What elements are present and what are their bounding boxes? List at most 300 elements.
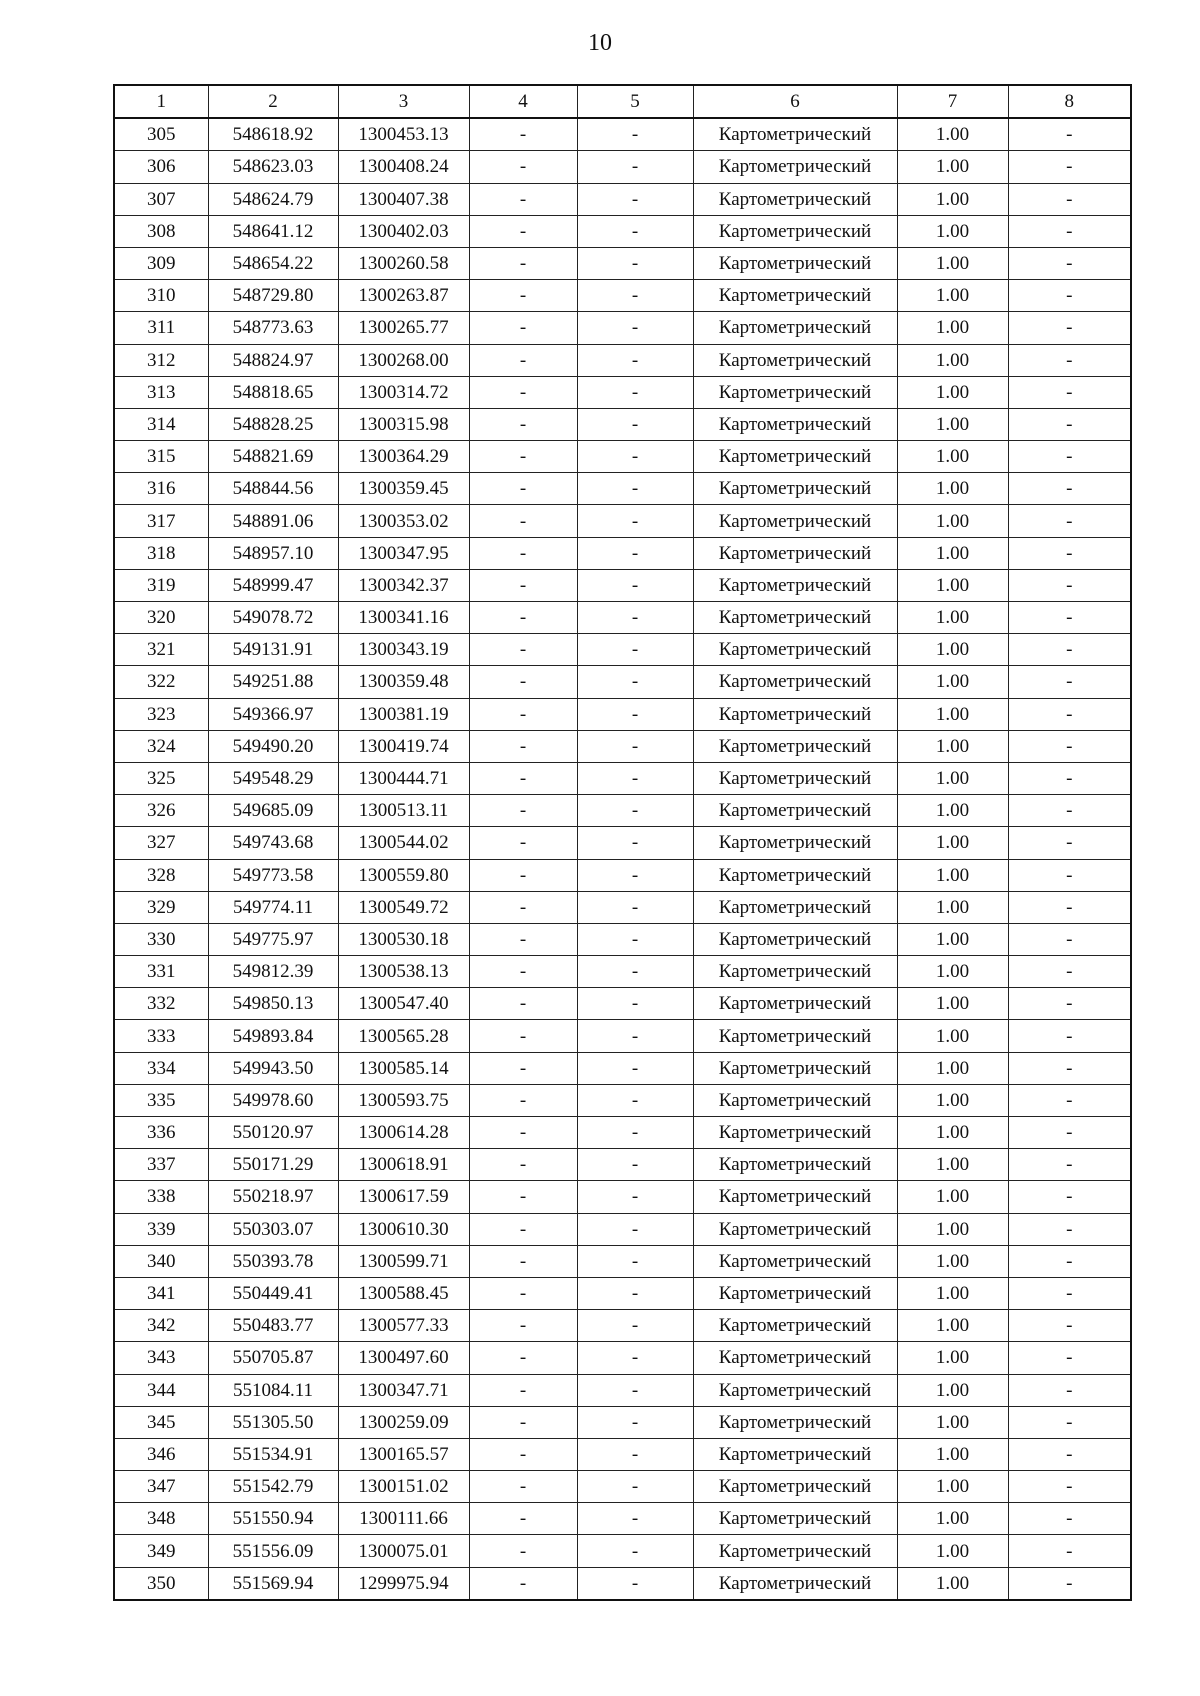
method-cell: Картометрический xyxy=(693,247,897,279)
x-coordinate-cell: 548957.10 xyxy=(208,537,338,569)
table-row xyxy=(114,762,1131,794)
y-coordinate-cell: 1300614.28 xyxy=(338,1117,469,1149)
table-row xyxy=(114,891,1131,923)
method-cell: Картометрический xyxy=(693,1277,897,1309)
x-coordinate-cell: 549490.20 xyxy=(208,730,338,762)
point-number-cell: 346 xyxy=(114,1438,208,1470)
table-row xyxy=(114,988,1131,1020)
column-4-cell: - xyxy=(469,1245,577,1277)
column-5-cell: - xyxy=(577,183,693,215)
table-row xyxy=(114,1471,1131,1503)
x-coordinate-cell: 549775.97 xyxy=(208,923,338,955)
method-cell: Картометрический xyxy=(693,441,897,473)
y-coordinate-cell: 1300268.00 xyxy=(338,344,469,376)
column-4-cell: - xyxy=(469,634,577,666)
accuracy-cell: 1.00 xyxy=(897,666,1008,698)
x-coordinate-cell: 549893.84 xyxy=(208,1020,338,1052)
table-row xyxy=(114,312,1131,344)
table-row xyxy=(114,1567,1131,1600)
accuracy-cell: 1.00 xyxy=(897,730,1008,762)
column-4-cell: - xyxy=(469,280,577,312)
point-number-cell: 343 xyxy=(114,1342,208,1374)
column-8-cell: - xyxy=(1008,1020,1131,1052)
accuracy-cell: 1.00 xyxy=(897,473,1008,505)
point-number-cell: 338 xyxy=(114,1181,208,1213)
accuracy-cell: 1.00 xyxy=(897,1213,1008,1245)
point-number-cell: 307 xyxy=(114,183,208,215)
accuracy-cell: 1.00 xyxy=(897,1535,1008,1567)
column-5-cell: - xyxy=(577,1117,693,1149)
point-number-cell: 328 xyxy=(114,859,208,891)
point-number-cell: 315 xyxy=(114,441,208,473)
method-cell: Картометрический xyxy=(693,151,897,183)
column-4-cell: - xyxy=(469,247,577,279)
column-8-cell: - xyxy=(1008,1342,1131,1374)
y-coordinate-cell: 1300610.30 xyxy=(338,1213,469,1245)
column-4-cell: - xyxy=(469,1052,577,1084)
method-cell: Картометрический xyxy=(693,1438,897,1470)
column-8-cell: - xyxy=(1008,1277,1131,1309)
x-coordinate-cell: 550393.78 xyxy=(208,1245,338,1277)
accuracy-cell: 1.00 xyxy=(897,762,1008,794)
x-coordinate-cell: 548844.56 xyxy=(208,473,338,505)
accuracy-cell: 1.00 xyxy=(897,118,1008,151)
table-row xyxy=(114,441,1131,473)
column-4-cell: - xyxy=(469,183,577,215)
column-4-cell: - xyxy=(469,1342,577,1374)
table-row xyxy=(114,923,1131,955)
column-4-cell: - xyxy=(469,408,577,440)
column-5-cell: - xyxy=(577,795,693,827)
table-row xyxy=(114,827,1131,859)
column-4-cell: - xyxy=(469,1406,577,1438)
column-8-cell: - xyxy=(1008,1181,1131,1213)
point-number-cell: 314 xyxy=(114,408,208,440)
column-8-cell: - xyxy=(1008,344,1131,376)
point-number-cell: 334 xyxy=(114,1052,208,1084)
point-number-cell: 313 xyxy=(114,376,208,408)
column-4-cell: - xyxy=(469,376,577,408)
x-coordinate-cell: 549773.58 xyxy=(208,859,338,891)
point-number-cell: 306 xyxy=(114,151,208,183)
column-8-cell: - xyxy=(1008,602,1131,634)
x-coordinate-cell: 549850.13 xyxy=(208,988,338,1020)
method-cell: Картометрический xyxy=(693,1020,897,1052)
column-5-cell: - xyxy=(577,376,693,408)
column-5-cell: - xyxy=(577,1471,693,1503)
x-coordinate-cell: 548828.25 xyxy=(208,408,338,440)
table-row xyxy=(114,1535,1131,1567)
accuracy-cell: 1.00 xyxy=(897,988,1008,1020)
column-4-cell: - xyxy=(469,473,577,505)
y-coordinate-cell: 1300617.59 xyxy=(338,1181,469,1213)
column-5-cell: - xyxy=(577,666,693,698)
accuracy-cell: 1.00 xyxy=(897,505,1008,537)
column-5-cell: - xyxy=(577,151,693,183)
column-8-cell: - xyxy=(1008,762,1131,794)
y-coordinate-cell: 1300381.19 xyxy=(338,698,469,730)
x-coordinate-cell: 549548.29 xyxy=(208,762,338,794)
table-row xyxy=(114,569,1131,601)
accuracy-cell: 1.00 xyxy=(897,344,1008,376)
column-4-cell: - xyxy=(469,730,577,762)
column-5-cell: - xyxy=(577,956,693,988)
column-5-cell: - xyxy=(577,1503,693,1535)
accuracy-cell: 1.00 xyxy=(897,569,1008,601)
accuracy-cell: 1.00 xyxy=(897,1181,1008,1213)
method-cell: Картометрический xyxy=(693,1181,897,1213)
column-4-cell: - xyxy=(469,151,577,183)
column-4-cell: - xyxy=(469,1084,577,1116)
accuracy-cell: 1.00 xyxy=(897,215,1008,247)
table-row xyxy=(114,473,1131,505)
column-5-cell: - xyxy=(577,344,693,376)
point-number-cell: 316 xyxy=(114,473,208,505)
column-4-cell: - xyxy=(469,1277,577,1309)
y-coordinate-cell: 1300453.13 xyxy=(338,118,469,151)
method-cell: Картометрический xyxy=(693,602,897,634)
column-4-cell: - xyxy=(469,505,577,537)
y-coordinate-cell: 1300618.91 xyxy=(338,1149,469,1181)
table-row xyxy=(114,1374,1131,1406)
y-coordinate-cell: 1300593.75 xyxy=(338,1084,469,1116)
accuracy-cell: 1.00 xyxy=(897,1438,1008,1470)
column-4-cell: - xyxy=(469,1438,577,1470)
accuracy-cell: 1.00 xyxy=(897,1020,1008,1052)
table-row xyxy=(114,602,1131,634)
column-5-cell: - xyxy=(577,698,693,730)
point-number-cell: 337 xyxy=(114,1149,208,1181)
x-coordinate-cell: 548641.12 xyxy=(208,215,338,247)
table-row xyxy=(114,1342,1131,1374)
column-5-cell: - xyxy=(577,1213,693,1245)
column-4-cell: - xyxy=(469,698,577,730)
x-coordinate-cell: 548773.63 xyxy=(208,312,338,344)
table-row xyxy=(114,408,1131,440)
y-coordinate-cell: 1300315.98 xyxy=(338,408,469,440)
column-5-cell: - xyxy=(577,441,693,473)
accuracy-cell: 1.00 xyxy=(897,1245,1008,1277)
table-body xyxy=(114,118,1131,1600)
table-row xyxy=(114,1310,1131,1342)
x-coordinate-cell: 550483.77 xyxy=(208,1310,338,1342)
y-coordinate-cell: 1300343.19 xyxy=(338,634,469,666)
table-row xyxy=(114,183,1131,215)
column-8-cell: - xyxy=(1008,923,1131,955)
x-coordinate-cell: 549078.72 xyxy=(208,602,338,634)
column-4-cell: - xyxy=(469,1567,577,1600)
x-coordinate-cell: 549943.50 xyxy=(208,1052,338,1084)
column-5-cell: - xyxy=(577,1438,693,1470)
x-coordinate-cell: 550705.87 xyxy=(208,1342,338,1374)
accuracy-cell: 1.00 xyxy=(897,1117,1008,1149)
method-cell: Картометрический xyxy=(693,730,897,762)
method-cell: Картометрический xyxy=(693,1567,897,1600)
column-5-cell: - xyxy=(577,730,693,762)
method-cell: Картометрический xyxy=(693,762,897,794)
column-header: 7 xyxy=(897,85,1008,118)
accuracy-cell: 1.00 xyxy=(897,1052,1008,1084)
column-5-cell: - xyxy=(577,762,693,794)
column-4-cell: - xyxy=(469,1181,577,1213)
y-coordinate-cell: 1300342.37 xyxy=(338,569,469,601)
point-number-cell: 344 xyxy=(114,1374,208,1406)
x-coordinate-cell: 549685.09 xyxy=(208,795,338,827)
method-cell: Картометрический xyxy=(693,1503,897,1535)
column-header: 4 xyxy=(469,85,577,118)
x-coordinate-cell: 548623.03 xyxy=(208,151,338,183)
method-cell: Картометрический xyxy=(693,1310,897,1342)
point-number-cell: 305 xyxy=(114,118,208,151)
page-number: 10 xyxy=(588,30,612,56)
y-coordinate-cell: 1300259.09 xyxy=(338,1406,469,1438)
column-8-cell: - xyxy=(1008,537,1131,569)
column-8-cell: - xyxy=(1008,1471,1131,1503)
x-coordinate-cell: 549131.91 xyxy=(208,634,338,666)
column-5-cell: - xyxy=(577,923,693,955)
x-coordinate-cell: 550303.07 xyxy=(208,1213,338,1245)
y-coordinate-cell: 1300263.87 xyxy=(338,280,469,312)
table-row xyxy=(114,1149,1131,1181)
accuracy-cell: 1.00 xyxy=(897,183,1008,215)
point-number-cell: 345 xyxy=(114,1406,208,1438)
column-8-cell: - xyxy=(1008,795,1131,827)
table-row xyxy=(114,698,1131,730)
y-coordinate-cell: 1300347.95 xyxy=(338,537,469,569)
column-4-cell: - xyxy=(469,1020,577,1052)
column-8-cell: - xyxy=(1008,1374,1131,1406)
column-5-cell: - xyxy=(577,1181,693,1213)
column-4-cell: - xyxy=(469,215,577,247)
method-cell: Картометрический xyxy=(693,1052,897,1084)
accuracy-cell: 1.00 xyxy=(897,151,1008,183)
column-4-cell: - xyxy=(469,859,577,891)
column-5-cell: - xyxy=(577,634,693,666)
column-5-cell: - xyxy=(577,1020,693,1052)
table-row xyxy=(114,1438,1131,1470)
column-8-cell: - xyxy=(1008,666,1131,698)
column-8-cell: - xyxy=(1008,280,1131,312)
y-coordinate-cell: 1300549.72 xyxy=(338,891,469,923)
column-5-cell: - xyxy=(577,1374,693,1406)
column-8-cell: - xyxy=(1008,1406,1131,1438)
point-number-cell: 336 xyxy=(114,1117,208,1149)
y-coordinate-cell: 1300364.29 xyxy=(338,441,469,473)
point-number-cell: 331 xyxy=(114,956,208,988)
method-cell: Картометрический xyxy=(693,344,897,376)
column-8-cell: - xyxy=(1008,151,1131,183)
x-coordinate-cell: 549978.60 xyxy=(208,1084,338,1116)
y-coordinate-cell: 1300538.13 xyxy=(338,956,469,988)
point-number-cell: 330 xyxy=(114,923,208,955)
column-8-cell: - xyxy=(1008,312,1131,344)
column-4-cell: - xyxy=(469,1535,577,1567)
column-8-cell: - xyxy=(1008,1310,1131,1342)
x-coordinate-cell: 548821.69 xyxy=(208,441,338,473)
accuracy-cell: 1.00 xyxy=(897,312,1008,344)
accuracy-cell: 1.00 xyxy=(897,408,1008,440)
method-cell: Картометрический xyxy=(693,408,897,440)
x-coordinate-cell: 550171.29 xyxy=(208,1149,338,1181)
column-8-cell: - xyxy=(1008,569,1131,601)
y-coordinate-cell: 1300165.57 xyxy=(338,1438,469,1470)
point-number-cell: 335 xyxy=(114,1084,208,1116)
table-row xyxy=(114,634,1131,666)
point-number-cell: 350 xyxy=(114,1567,208,1600)
column-4-cell: - xyxy=(469,344,577,376)
column-8-cell: - xyxy=(1008,956,1131,988)
column-5-cell: - xyxy=(577,215,693,247)
method-cell: Картометрический xyxy=(693,1406,897,1438)
column-4-cell: - xyxy=(469,1310,577,1342)
column-8-cell: - xyxy=(1008,408,1131,440)
column-header: 8 xyxy=(1008,85,1131,118)
column-5-cell: - xyxy=(577,1084,693,1116)
method-cell: Картометрический xyxy=(693,118,897,151)
y-coordinate-cell: 1300585.14 xyxy=(338,1052,469,1084)
y-coordinate-cell: 1300341.16 xyxy=(338,602,469,634)
point-number-cell: 326 xyxy=(114,795,208,827)
column-5-cell: - xyxy=(577,1342,693,1374)
accuracy-cell: 1.00 xyxy=(897,376,1008,408)
method-cell: Картометрический xyxy=(693,1535,897,1567)
x-coordinate-cell: 550449.41 xyxy=(208,1277,338,1309)
y-coordinate-cell: 1300075.01 xyxy=(338,1535,469,1567)
column-5-cell: - xyxy=(577,408,693,440)
accuracy-cell: 1.00 xyxy=(897,1310,1008,1342)
column-5-cell: - xyxy=(577,505,693,537)
column-4-cell: - xyxy=(469,988,577,1020)
table-row xyxy=(114,344,1131,376)
column-4-cell: - xyxy=(469,1503,577,1535)
coordinates-table xyxy=(113,84,1132,1601)
table-row xyxy=(114,1117,1131,1149)
column-5-cell: - xyxy=(577,602,693,634)
accuracy-cell: 1.00 xyxy=(897,537,1008,569)
point-number-cell: 332 xyxy=(114,988,208,1020)
x-coordinate-cell: 548824.97 xyxy=(208,344,338,376)
column-8-cell: - xyxy=(1008,1567,1131,1600)
method-cell: Картометрический xyxy=(693,698,897,730)
y-coordinate-cell: 1300111.66 xyxy=(338,1503,469,1535)
x-coordinate-cell: 548891.06 xyxy=(208,505,338,537)
y-coordinate-cell: 1300359.48 xyxy=(338,666,469,698)
accuracy-cell: 1.00 xyxy=(897,1342,1008,1374)
table-row xyxy=(114,376,1131,408)
column-8-cell: - xyxy=(1008,1245,1131,1277)
y-coordinate-cell: 1300353.02 xyxy=(338,505,469,537)
table-row xyxy=(114,1406,1131,1438)
column-8-cell: - xyxy=(1008,118,1131,151)
column-8-cell: - xyxy=(1008,634,1131,666)
accuracy-cell: 1.00 xyxy=(897,280,1008,312)
column-5-cell: - xyxy=(577,1406,693,1438)
x-coordinate-cell: 551550.94 xyxy=(208,1503,338,1535)
x-coordinate-cell: 549743.68 xyxy=(208,827,338,859)
accuracy-cell: 1.00 xyxy=(897,602,1008,634)
method-cell: Картометрический xyxy=(693,1245,897,1277)
column-4-cell: - xyxy=(469,118,577,151)
y-coordinate-cell: 1300151.02 xyxy=(338,1471,469,1503)
point-number-cell: 321 xyxy=(114,634,208,666)
x-coordinate-cell: 550120.97 xyxy=(208,1117,338,1149)
y-coordinate-cell: 1300265.77 xyxy=(338,312,469,344)
y-coordinate-cell: 1299975.94 xyxy=(338,1567,469,1600)
column-5-cell: - xyxy=(577,1567,693,1600)
x-coordinate-cell: 548729.80 xyxy=(208,280,338,312)
column-4-cell: - xyxy=(469,1471,577,1503)
accuracy-cell: 1.00 xyxy=(897,1471,1008,1503)
method-cell: Картометрический xyxy=(693,666,897,698)
table-row xyxy=(114,956,1131,988)
point-number-cell: 342 xyxy=(114,1310,208,1342)
method-cell: Картометрический xyxy=(693,1213,897,1245)
column-8-cell: - xyxy=(1008,505,1131,537)
table-row xyxy=(114,1084,1131,1116)
column-4-cell: - xyxy=(469,762,577,794)
x-coordinate-cell: 550218.97 xyxy=(208,1181,338,1213)
method-cell: Картометрический xyxy=(693,1374,897,1406)
column-5-cell: - xyxy=(577,859,693,891)
table-row xyxy=(114,151,1131,183)
column-8-cell: - xyxy=(1008,215,1131,247)
y-coordinate-cell: 1300314.72 xyxy=(338,376,469,408)
method-cell: Картометрический xyxy=(693,795,897,827)
table-row xyxy=(114,118,1131,151)
accuracy-cell: 1.00 xyxy=(897,1277,1008,1309)
column-5-cell: - xyxy=(577,891,693,923)
column-8-cell: - xyxy=(1008,1084,1131,1116)
column-5-cell: - xyxy=(577,473,693,505)
y-coordinate-cell: 1300577.33 xyxy=(338,1310,469,1342)
method-cell: Картометрический xyxy=(693,859,897,891)
x-coordinate-cell: 548624.79 xyxy=(208,183,338,215)
column-5-cell: - xyxy=(577,1277,693,1309)
point-number-cell: 324 xyxy=(114,730,208,762)
column-5-cell: - xyxy=(577,988,693,1020)
accuracy-cell: 1.00 xyxy=(897,859,1008,891)
point-number-cell: 339 xyxy=(114,1213,208,1245)
point-number-cell: 325 xyxy=(114,762,208,794)
y-coordinate-cell: 1300513.11 xyxy=(338,795,469,827)
accuracy-cell: 1.00 xyxy=(897,634,1008,666)
column-4-cell: - xyxy=(469,1374,577,1406)
point-number-cell: 349 xyxy=(114,1535,208,1567)
accuracy-cell: 1.00 xyxy=(897,1567,1008,1600)
x-coordinate-cell: 551084.11 xyxy=(208,1374,338,1406)
table-row xyxy=(114,859,1131,891)
x-coordinate-cell: 549251.88 xyxy=(208,666,338,698)
column-4-cell: - xyxy=(469,441,577,473)
y-coordinate-cell: 1300444.71 xyxy=(338,762,469,794)
x-coordinate-cell: 549366.97 xyxy=(208,698,338,730)
point-number-cell: 323 xyxy=(114,698,208,730)
point-number-cell: 348 xyxy=(114,1503,208,1535)
x-coordinate-cell: 551569.94 xyxy=(208,1567,338,1600)
accuracy-cell: 1.00 xyxy=(897,698,1008,730)
column-5-cell: - xyxy=(577,312,693,344)
x-coordinate-cell: 548618.92 xyxy=(208,118,338,151)
point-number-cell: 312 xyxy=(114,344,208,376)
method-cell: Картометрический xyxy=(693,280,897,312)
column-8-cell: - xyxy=(1008,698,1131,730)
y-coordinate-cell: 1300408.24 xyxy=(338,151,469,183)
y-coordinate-cell: 1300547.40 xyxy=(338,988,469,1020)
table-row xyxy=(114,666,1131,698)
x-coordinate-cell: 548999.47 xyxy=(208,569,338,601)
table-row xyxy=(114,215,1131,247)
column-5-cell: - xyxy=(577,1052,693,1084)
